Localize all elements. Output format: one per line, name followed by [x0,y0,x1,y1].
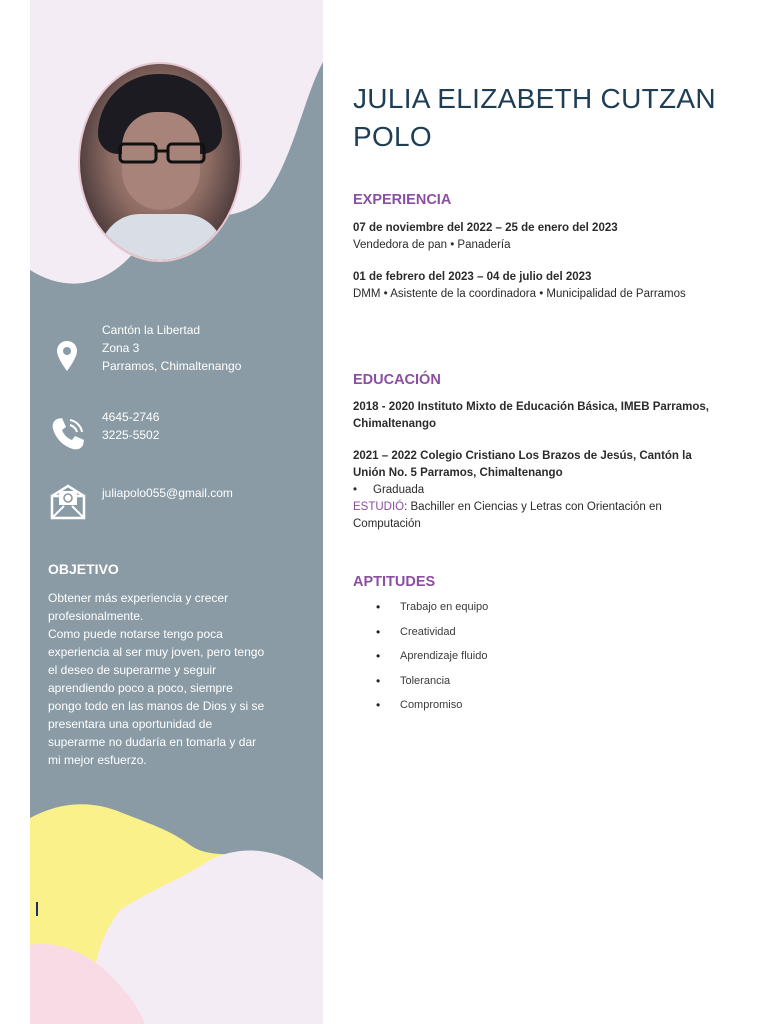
experience-dates: 01 de febrero del 2023 – 04 de julio del 2023 [353,271,592,283]
skills-heading: APTITUDES [353,574,436,590]
education-heading: EDUCACIÓN [353,372,441,388]
experience-item [353,220,723,254]
name-line: POLO [353,121,433,152]
address-line: Parramos, Chimaltenango [102,359,242,373]
list-item: • Creatividad [376,626,488,651]
experience-dates: 07 de noviembre del 2022 – 25 de enero del 2023 [353,222,618,234]
education-status: Graduada [373,484,425,496]
bottom-decor-shape [30,790,323,1024]
education-text: 2018 - 2020 Instituto Mixto de Educación Básica, IMEB Parramos, Chimaltenango [353,401,709,430]
profile-photo [78,62,242,262]
list-item: • Trabajo en equipo [376,601,488,626]
text-cursor [36,902,38,916]
phone-number: 3225-5502 [102,428,160,442]
education-bullet: • Graduada [353,484,425,496]
address-line: Cantón la Libertad [102,323,201,337]
full-name [353,80,733,156]
phone-block [102,408,159,444]
skills-list [376,601,488,724]
phone-icon [50,416,86,452]
email-address[interactable]: juliapolo055@gmail.com [102,486,233,500]
objective-heading: OBJETIVO [48,561,119,577]
objective-text: Obtener más experiencia y crecer profesionalmente. Como puede notarse tengo poca experiencia al ser muy joven, pero tengo el deseo de superarme y seguir aprendiendo poco a poco, siempre pongo todo en las manos de Dios y si se presentara una oportunidad de superarme no dudaría en tomarla y dar mi mejor esfuerzo. [48,591,265,767]
location-pin-icon [56,340,78,372]
name-line: JULIA ELIZABETH CUTZAN [353,83,716,114]
email-icon [50,484,86,520]
phone-number: 4645-2746 [102,410,160,424]
studied-label: ESTUDIÓ [353,501,405,513]
experience-item [353,269,723,303]
list-item: • Compromiso [376,699,488,724]
list-item: • Tolerancia [376,675,488,700]
address-line: Zona 3 [102,341,140,355]
studied-text: : Bachiller en Ciencias y Letras con Orientación en Computación [353,501,662,530]
education-item [353,448,723,533]
list-item: • Aprendizaje fluido [376,650,488,675]
experience-heading: EXPERIENCIA [353,192,452,208]
experience-detail: Vendedora de pan • Panadería [353,239,511,251]
education-text: 2021 – 2022 Colegio Cristiano Los Brazos de Jesús, Cantón la Unión No. 5 Parramos, Chimaltenango [353,450,692,479]
address-block [102,321,241,375]
education-item [353,399,723,433]
experience-detail: DMM • Asistente de la coordinadora • Municipalidad de Parramos [353,288,686,300]
